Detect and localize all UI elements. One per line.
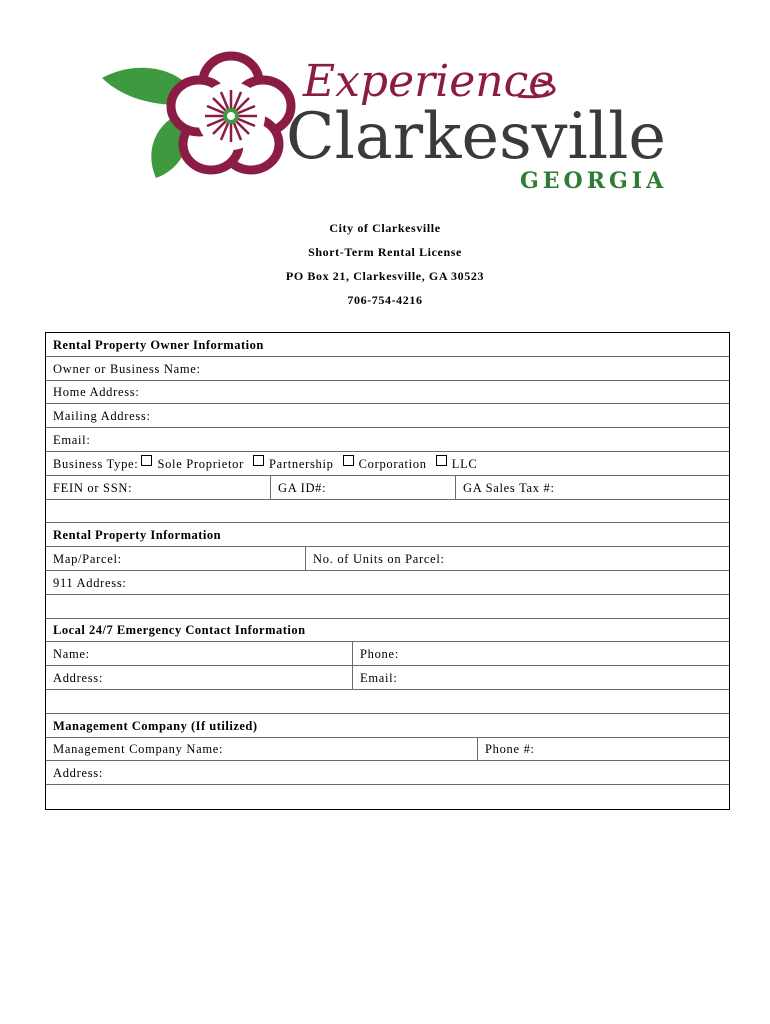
mailing-address-row[interactable] — [46, 404, 729, 428]
header-license-title: Short-Term Rental License — [308, 245, 462, 259]
home-address-row[interactable] — [46, 381, 729, 405]
checkbox-llc[interactable] — [436, 455, 447, 466]
option-llc-label: LLC — [451, 456, 478, 471]
property-section-row — [46, 523, 729, 547]
management-address-field[interactable]: Address: — [53, 766, 104, 781]
management-section-heading: Management Company (If utilized) — [53, 718, 258, 733]
map-parcel-field[interactable]: Map/Parcel: — [53, 551, 122, 566]
rental-license-form — [45, 332, 730, 810]
owner-section-row — [46, 333, 729, 357]
header-city: City of Clarkesville — [329, 221, 441, 235]
option-partnership[interactable] — [250, 457, 334, 472]
ga-sales-tax-field[interactable]: GA Sales Tax #: — [455, 476, 729, 499]
spacer-row — [46, 595, 729, 619]
management-address-row[interactable] — [46, 761, 729, 785]
experience-clarkesville-logo — [98, 48, 678, 198]
units-on-parcel-field[interactable]: No. of Units on Parcel: — [305, 547, 729, 570]
form-header — [0, 216, 770, 312]
emergency-section-heading: Local 24/7 Emergency Contact Information — [53, 623, 306, 638]
ga-id-field[interactable]: GA ID#: — [270, 476, 455, 499]
empty-cell — [46, 500, 729, 523]
logo-clarkesville-text: Clarkesville — [286, 100, 666, 174]
flower-icon — [171, 56, 291, 170]
emergency-section-row — [46, 619, 729, 643]
parcel-row — [46, 547, 729, 571]
logo-georgia-text: GEORGIA — [520, 168, 668, 194]
spacer-row — [46, 500, 729, 524]
management-section-row — [46, 714, 729, 738]
header-address: PO Box 21, Clarkesville, GA 30523 — [285, 269, 485, 283]
emergency-address-row — [46, 666, 729, 690]
empty-cell — [46, 690, 729, 713]
owner-name-field[interactable]: Owner or Business Name: — [53, 361, 201, 376]
address-911-field[interactable]: 911 Address: — [53, 575, 127, 590]
spacer-row — [46, 785, 729, 809]
fein-field[interactable]: FEIN or SSN: — [53, 480, 133, 495]
management-name-row — [46, 738, 729, 762]
address-911-row[interactable] — [46, 571, 729, 595]
option-sole-proprietor[interactable] — [138, 457, 244, 472]
home-address-field[interactable]: Home Address: — [53, 385, 140, 400]
emergency-name-field[interactable]: Name: — [53, 647, 90, 662]
management-name-field[interactable]: Management Company Name: — [53, 742, 224, 757]
tax-ids-row — [46, 476, 729, 500]
emergency-name-row — [46, 642, 729, 666]
empty-cell — [46, 785, 729, 809]
property-section-heading: Rental Property Information — [53, 528, 222, 543]
option-llc[interactable] — [433, 457, 478, 472]
spacer-row — [46, 690, 729, 714]
management-phone-field[interactable]: Phone #: — [477, 738, 729, 761]
mailing-address-field[interactable]: Mailing Address: — [53, 409, 151, 424]
empty-cell — [46, 595, 729, 618]
business-type-group — [46, 452, 729, 475]
email-field[interactable]: Email: — [53, 432, 91, 447]
owner-section-heading: Rental Property Owner Information — [53, 337, 264, 352]
header-phone: 706-754-4216 — [347, 293, 423, 307]
emergency-address-field[interactable]: Address: — [53, 670, 104, 685]
business-type-row — [46, 452, 729, 476]
checkbox-partnership[interactable] — [253, 455, 264, 466]
business-type-label: Business Type: — [53, 456, 139, 471]
option-corporation[interactable] — [340, 457, 427, 472]
checkbox-sole-proprietor[interactable] — [141, 455, 152, 466]
owner-name-row[interactable] — [46, 357, 729, 381]
emergency-email-field[interactable]: Email: — [352, 666, 729, 689]
logo-experience-text: Experience — [303, 56, 555, 107]
checkbox-corporation[interactable] — [343, 455, 354, 466]
option-sole-proprietor-label: Sole Proprietor — [157, 456, 244, 471]
option-partnership-label: Partnership — [268, 456, 334, 471]
email-row[interactable] — [46, 428, 729, 452]
emergency-phone-field[interactable]: Phone: — [352, 642, 729, 665]
option-corporation-label: Corporation — [358, 456, 427, 471]
